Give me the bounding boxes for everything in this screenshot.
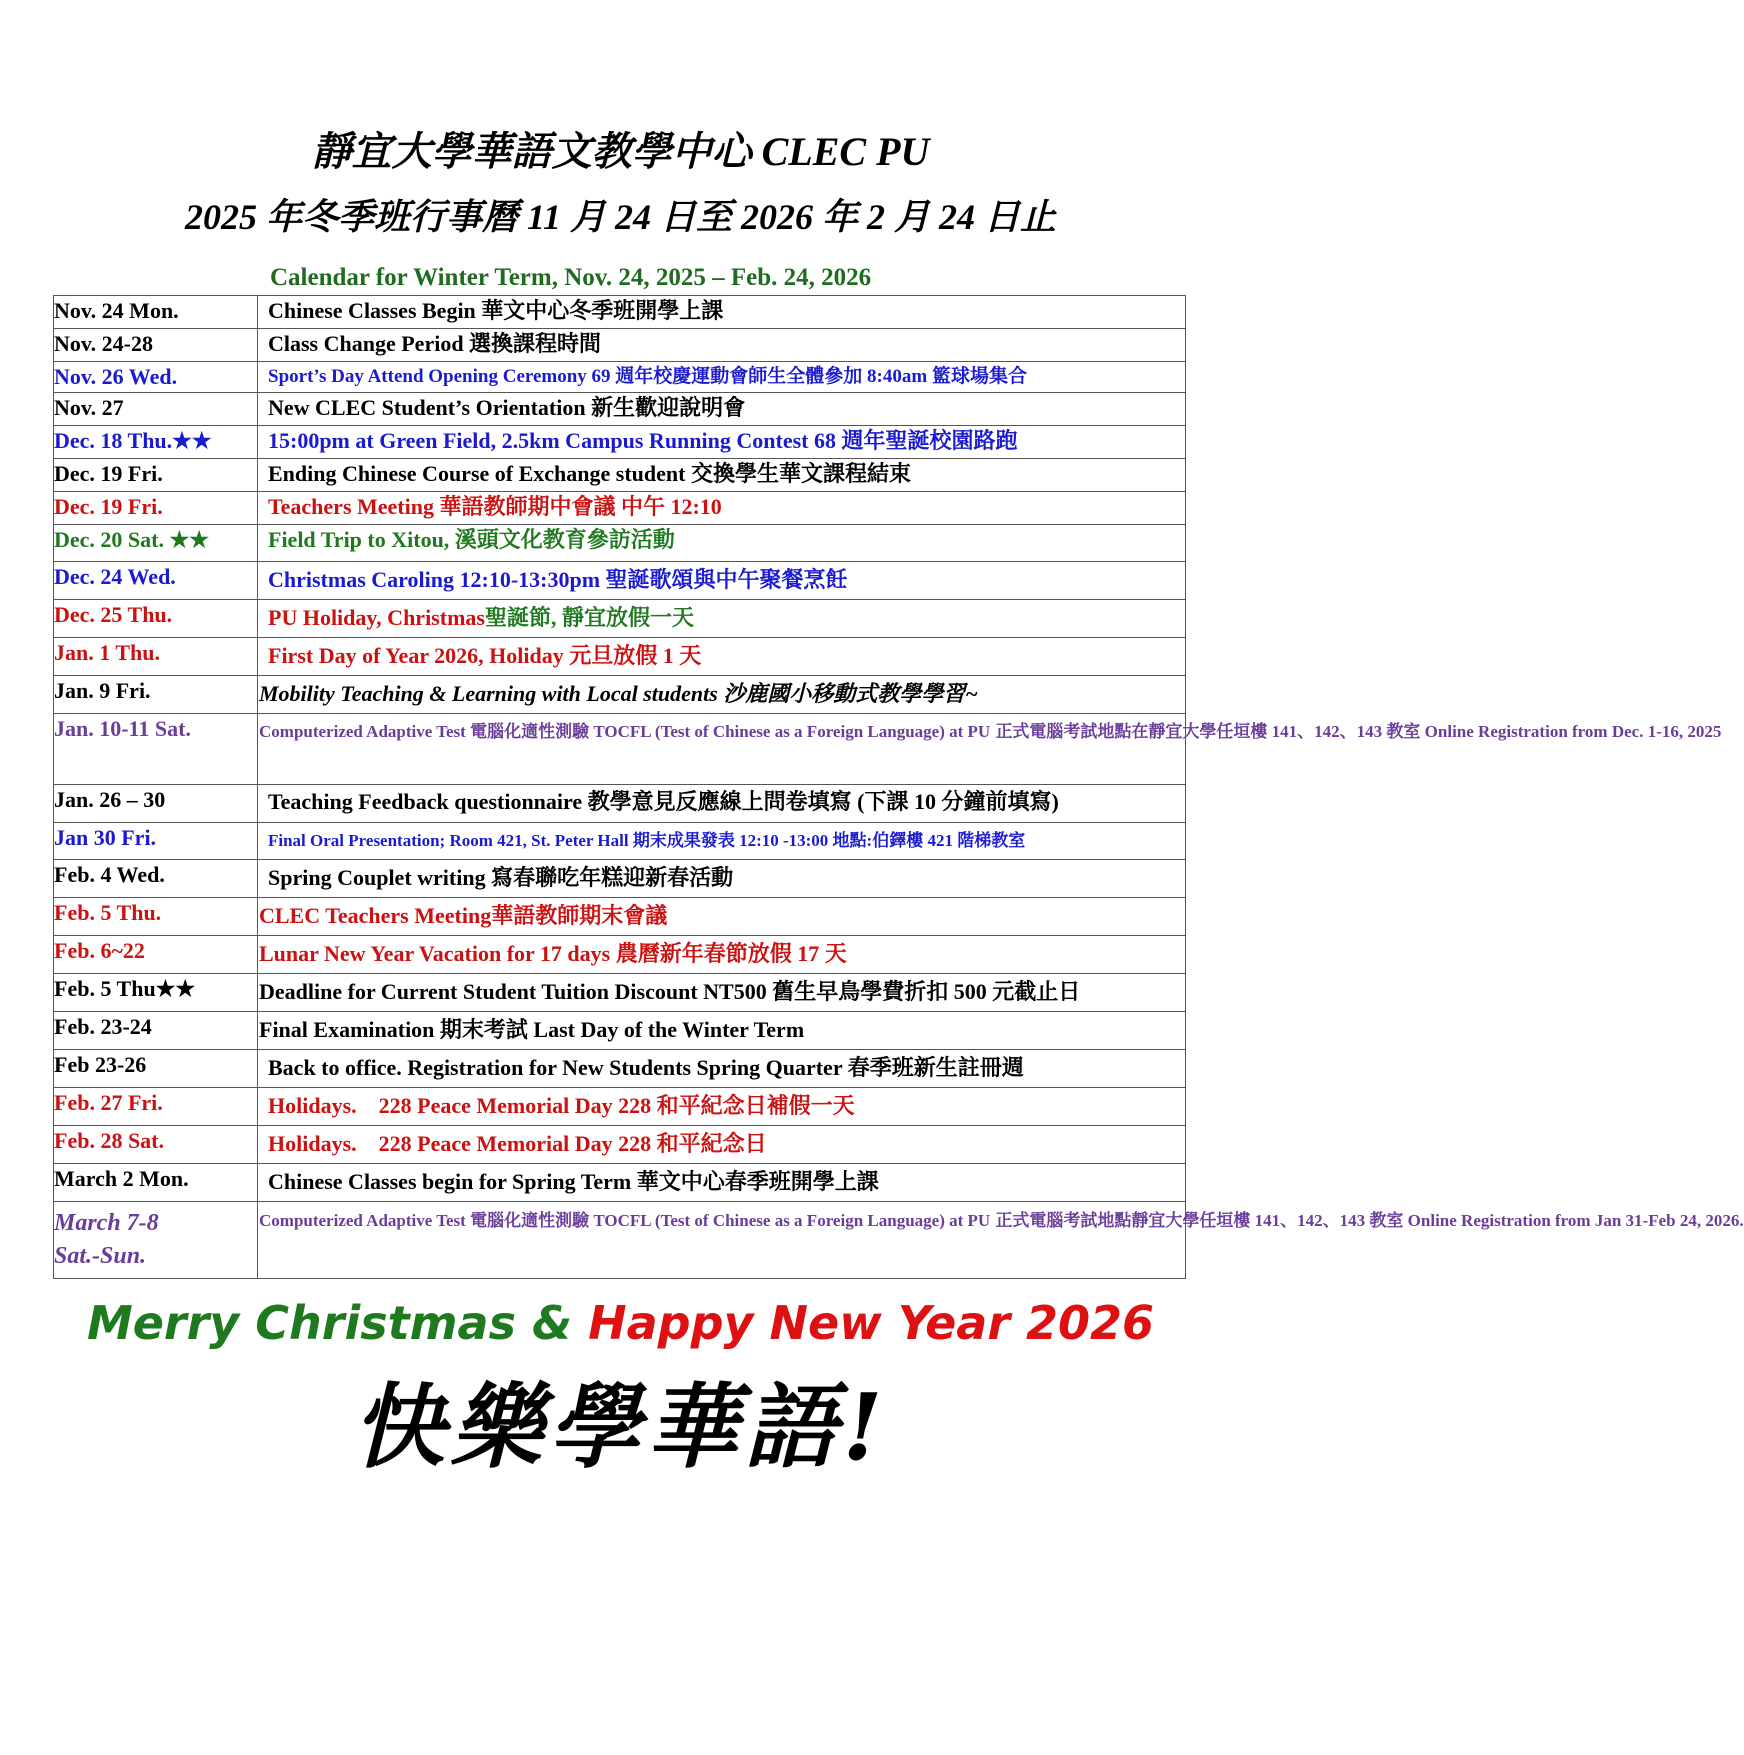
- title-line-1: 靜宜大學華語文教學中心 CLEC PU: [311, 129, 930, 174]
- table-row: [54, 362, 1186, 393]
- event-text: Mobility Teaching & Learning with Local students 沙鹿國小移動式教學學習~: [259, 681, 978, 706]
- event-text: CLEC Teachers Meeting: [259, 903, 492, 928]
- event-cell: [258, 823, 1186, 860]
- table-row: [54, 714, 1186, 785]
- table-row: [54, 329, 1186, 362]
- event-text: Spring Couplet writing 寫春聯吃年糕迎新春活動: [268, 865, 734, 890]
- event-cell: [258, 1164, 1186, 1202]
- table-row: [54, 1012, 1186, 1050]
- table-row: [54, 638, 1186, 676]
- event-cell: [258, 525, 1186, 562]
- date-text: March 7-8: [54, 1210, 159, 1236]
- date-cell: Jan. 1 Thu.: [54, 638, 258, 676]
- date-cell: Nov. 26 Wed.: [54, 362, 258, 393]
- event-cell: [258, 860, 1186, 898]
- date-cell: Jan. 26 – 30: [54, 785, 258, 823]
- event-text: Field Trip to Xitou, 溪頭文化教育參訪活動: [268, 527, 675, 552]
- table-row: [54, 1126, 1186, 1164]
- event-text: Deadline for Current Student Tuition Discount NT500 舊生早鳥學費折扣 500 元截止日: [259, 979, 1081, 1004]
- title-line-2: 2025 年冬季班行事曆 11 月 24 日至 2026 年 2 月 24 日止: [184, 197, 1056, 237]
- date-cell: Feb. 28 Sat.: [54, 1126, 258, 1164]
- event-text-extra: 聖誕節, 靜宜放假一天: [484, 605, 694, 630]
- date-cell: Dec. 24 Wed.: [54, 562, 258, 600]
- event-cell: [258, 1202, 1744, 1279]
- date-cell: Dec. 20 Sat. ★★: [54, 525, 258, 562]
- event-text: 15:00pm at Green Field, 2.5km Campus Running Contest 68 週年聖誕校園路跑: [268, 428, 1018, 453]
- table-row: [54, 676, 1186, 714]
- event-cell: [258, 459, 1186, 492]
- event-cell: [258, 638, 1186, 676]
- event-cell: [258, 1012, 1186, 1050]
- event-text: Teachers Meeting 華語教師期中會議 中午 12:10: [268, 494, 722, 519]
- event-text: Ending Chinese Course of Exchange student 交換學生華文課程結束: [268, 461, 911, 486]
- event-cell: [258, 676, 1186, 714]
- event-cell: [258, 600, 1186, 638]
- event-cell: [258, 785, 1186, 823]
- table-row: [54, 393, 1186, 426]
- holiday-greeting: [0, 1293, 1241, 1353]
- date-cell: Jan 30 Fri.: [54, 823, 258, 860]
- table-row: [54, 1088, 1186, 1126]
- table-row: [54, 492, 1186, 525]
- event-text: Final Examination 期末考試 Last Day of the Winter Term: [259, 1017, 805, 1042]
- table-row: [54, 525, 1186, 562]
- date-cell: Feb. 23-24: [54, 1012, 258, 1050]
- event-text-line2: 正式電腦考試地點靜宜大學任垣樓 141、142、143 教室 Online Registration from Jan 31-Feb 24, 2026.: [995, 1211, 1744, 1230]
- event-text: New CLEC Student’s Orientation 新生歡迎說明會: [268, 395, 746, 420]
- table-row: [54, 860, 1186, 898]
- table-row: [54, 974, 1186, 1012]
- event-cell: [258, 362, 1186, 393]
- event-text: PU Holiday, Christmas: [268, 605, 485, 630]
- event-text: First Day of Year 2026, Holiday 元旦放假 1 天: [268, 643, 702, 668]
- date-cell: Dec. 25 Thu.: [54, 600, 258, 638]
- happy-new-year-text: Happy New Year 2026: [588, 1296, 1155, 1350]
- table-row: [54, 296, 1186, 329]
- merry-christmas-text: Merry Christmas &: [86, 1296, 589, 1350]
- calendar-table: [53, 295, 1744, 1279]
- table-row: [54, 600, 1186, 638]
- event-text: Teaching Feedback questionnaire 教學意見反應線上問卷填寫 (下課 10 分鐘前填寫): [268, 789, 1059, 814]
- event-text: Computerized Adaptive Test 電腦化適性測驗 TOCFL (Test of Chinese as a Foreign Language) at PU: [259, 722, 991, 741]
- event-text: Lunar New Year Vacation for 17 days 農曆新年春節放假 17 天: [259, 941, 847, 966]
- table-row: [54, 562, 1186, 600]
- table-row: [54, 426, 1186, 459]
- table-row: [54, 1202, 1186, 1279]
- event-cell: [258, 1088, 1186, 1126]
- table-row: [54, 785, 1186, 823]
- event-text: Class Change Period 選換課程時間: [268, 331, 602, 356]
- calendar-subtitle: Calendar for Winter Term, Nov. 24, 2025 – Feb. 24, 2026: [270, 264, 872, 291]
- event-text: Back to office. Registration for New Students Spring Quarter 春季班新生註冊週: [268, 1055, 1024, 1080]
- date-cell: [54, 1202, 258, 1279]
- date-cell: Dec. 19 Fri.: [54, 459, 258, 492]
- date-cell: Jan. 9 Fri.: [54, 676, 258, 714]
- event-text: Chinese Classes begin for Spring Term 華文中心春季班開學上課: [268, 1169, 879, 1194]
- event-cell: [258, 296, 1186, 329]
- date-cell: Nov. 24-28: [54, 329, 258, 362]
- date-cell: Dec. 19 Fri.: [54, 492, 258, 525]
- date-text-line2: Sat.-Sun.: [54, 1243, 147, 1269]
- event-cell: [258, 393, 1186, 426]
- event-text: Holidays. 228 Peace Memorial Day 228 和平紀念日補假一天: [268, 1093, 855, 1118]
- event-cell: [258, 936, 1186, 974]
- event-text: Final Oral Presentation; Room 421, St. Peter Hall 期末成果發表 12:10 -13:00 地點:伯鐸樓 421 階梯教室: [268, 831, 1026, 850]
- date-cell: Feb. 5 Thu.: [54, 898, 258, 936]
- event-text: Computerized Adaptive Test 電腦化適性測驗 TOCFL (Test of Chinese as a Foreign Language) at PU: [259, 1211, 991, 1230]
- table-row: [54, 936, 1186, 974]
- event-cell: [258, 974, 1186, 1012]
- date-cell: Feb. 27 Fri.: [54, 1088, 258, 1126]
- date-cell: Feb. 6~22: [54, 936, 258, 974]
- event-cell: [258, 426, 1186, 459]
- event-cell: [258, 1050, 1186, 1088]
- event-cell: [258, 562, 1186, 600]
- date-cell: Nov. 24 Mon.: [54, 296, 258, 329]
- date-cell: Nov. 27: [54, 393, 258, 426]
- event-text: Sport’s Day Attend Opening Ceremony 69 週年校慶運動會師生全體參加 8:40am 籃球場集合: [268, 366, 1027, 387]
- event-cell: [258, 329, 1186, 362]
- event-cell: [258, 714, 1722, 785]
- event-cell: [258, 1126, 1186, 1164]
- date-cell: Feb. 4 Wed.: [54, 860, 258, 898]
- date-cell: Feb 23-26: [54, 1050, 258, 1088]
- event-text-line2: 正式電腦考試地點在靜宜大學任垣樓 141、142、143 教室 Online Registration from Dec. 1-16, 2025: [995, 722, 1722, 741]
- date-cell: Jan. 10-11 Sat.: [54, 714, 258, 785]
- event-text: Chinese Classes Begin 華文中心冬季班開學上課: [268, 298, 724, 323]
- event-cell: [258, 898, 1186, 936]
- event-cell: [258, 492, 1186, 525]
- event-text-extra: 華語教師期末會議: [491, 903, 668, 928]
- table-row: [54, 823, 1186, 860]
- slogan: 快樂學華語!: [352, 1373, 889, 1481]
- table-row: [54, 1164, 1186, 1202]
- date-cell: Feb. 5 Thu★★: [54, 974, 258, 1012]
- date-cell: March 2 Mon.: [54, 1164, 258, 1202]
- table-row: [54, 898, 1186, 936]
- table-row: [54, 459, 1186, 492]
- date-cell: Dec. 18 Thu.★★: [54, 426, 258, 459]
- event-text: Holidays. 228 Peace Memorial Day 228 和平紀念日: [268, 1131, 767, 1156]
- table-row: [54, 1050, 1186, 1088]
- event-text: Christmas Caroling 12:10-13:30pm 聖誕歌頌與中午聚餐烹飪: [268, 567, 848, 592]
